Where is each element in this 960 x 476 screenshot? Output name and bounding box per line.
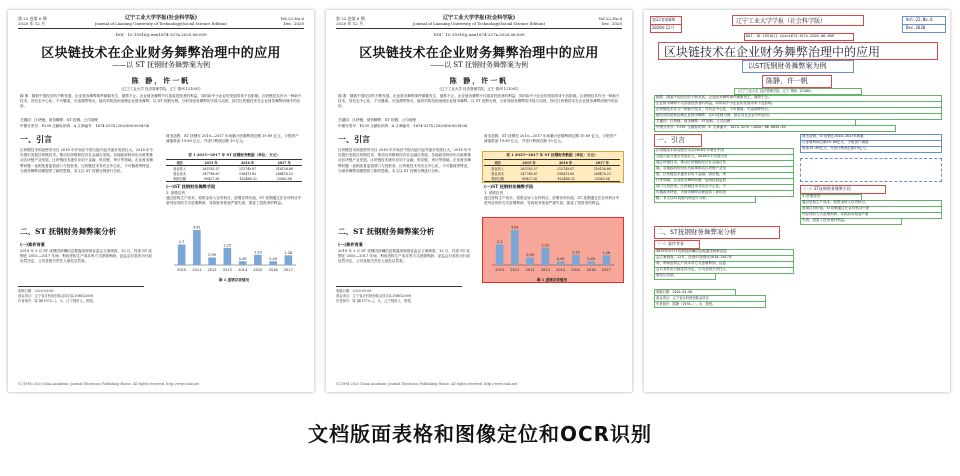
table-header-item: 项目	[166, 160, 193, 166]
chart-tick-label: 2010	[177, 268, 187, 272]
ocr-abstract-line: 能有效防范和治理企业财务舞弊。以ST抚钢为例，探讨其在企业中的应用。	[656, 113, 773, 117]
chart-data-label: 0.49	[269, 256, 278, 261]
ocr-sub-a-line: 虚增存货价值，ST抚钢通过在存货科目中虚	[802, 206, 870, 210]
chart-bar-2010	[178, 244, 186, 265]
ocr-text-doi: DOI：10.15916/j.issn1674-327x.2020.06.009	[746, 34, 834, 38]
table-header-2016: 2016 年	[229, 160, 267, 166]
chart-data-label: 4.61	[510, 225, 519, 230]
header-rule	[18, 28, 304, 29]
chart-bar-2011	[193, 230, 201, 265]
chart-bar-2016	[269, 261, 277, 265]
figure-caption: 图 1 虚增存货情况	[536, 278, 568, 282]
ocr-text-sub-a: （一）ST抚钢财务舞弊手段	[802, 186, 851, 191]
ocr-intro-line: 大陆兴起并逐步发展壮大。2018年中央提出发	[656, 154, 728, 158]
chart-data-label: 0.49	[556, 256, 565, 261]
ocr-intro-line: 计等领域。企业财务舞弊问题一直困扰着监管	[656, 178, 726, 182]
section-heading-analysis: 二、ST 抚钢财务舞弊案分析	[20, 227, 117, 236]
ocr-sub-a-line: 列存货的方式虚增利润，导致财务报表严重	[802, 212, 869, 216]
ocr-sub-b-line: 间，利用虚构生产成本等方式虚增利润，证监	[656, 261, 726, 265]
section-heading-intro: 一、引言	[338, 134, 370, 144]
table-cell: 营业收入	[491, 167, 504, 171]
header-journal-en: Journal of Liaoning University of Technology(Social Science Edition)	[95, 21, 227, 26]
header-date-right: Dec. 2020	[283, 21, 304, 26]
fraud-means-paragraph: 1. 虚增存货 通过虚构生产成本，将资金转入存货科目，虚增存货价值，ST 抚钢通过在存货科目中虚列存货的方式虚增利润，导致财务报表严重失真，损害了投资者的利益。	[166, 191, 302, 206]
ocr-sub-b-line: 会立案调查，12月，经查ST抚钢在2010—2017年	[656, 255, 733, 259]
table-cell: 213749.87	[556, 166, 575, 171]
ocr-text-volume-right: Vol.22,No.6	[906, 17, 933, 22]
table-cell: -162488.32	[238, 176, 257, 181]
ocr-col2-line: 准备19.89亿元，并虚计利润总额19亿元。	[802, 146, 870, 150]
document-page-original	[8, 10, 314, 392]
chart-tick-label: 2013	[222, 268, 232, 272]
chart-tick-label: 2014	[238, 268, 248, 272]
table-cell: 198411.60	[238, 171, 257, 176]
table-row	[484, 176, 620, 181]
chart-data-label: 1.28	[602, 250, 611, 255]
footnote-fund: 基金项目：辽宁省社科规划基金项目(L19BGL009)	[18, 294, 94, 298]
intro-paragraph: 区块链技术和加密货币自 2016 年开始在中国大陆兴起并逐步发展壮大。2018 年中央提出发展区块链技术，推动区块链和经济社会融合发展。各地政府纷纷出台政策推动区块链产业发展，区块链技术逐步应用于金融、供应链、审计等领域。企业财务舞弊问题一直困扰着监管部门与投资者。区块链技术具有去中心化、不可篡改等特征，为财务舞弊治理提供了新的思路。本文以 ST 抚钢为例进行分析。	[338, 148, 472, 173]
table-cell: 198411.60	[556, 171, 575, 176]
table-header-2015: 2015 年	[511, 160, 547, 166]
paper-subtitle: ——以 ST 抚钢财务舞弊案为例	[112, 61, 210, 69]
header-date-right: Dec. 2020	[601, 21, 622, 26]
header-journal-en: Journal of Liaoning University of Technology(Social Science Edition)	[413, 21, 545, 26]
doi: DOI：10.15916/j.issn1674-327x.2020.06.009	[433, 32, 525, 37]
chart-bar-2013	[542, 248, 550, 265]
chart-bar-2012	[526, 257, 534, 265]
table-cell: 营业收入	[173, 167, 186, 171]
case-background-paragraph: 2019 年 3 月 ST 抚钢因涉嫌信息披露违规被证监会立案调查，12 月，经查 ST 抚钢在 2010—2017 年间，利用虚构生产成本等方式虚增利润，证监会对其作出行政处罚决定，公司及相关责任人被处以罚款。	[20, 249, 152, 264]
ocr-intro-line: 路。本文以ST抚钢为例进行分析。	[656, 196, 710, 200]
ocr-text-sub-b: （一）案件背景	[656, 241, 684, 246]
header-journal-cn: 辽宁工业大学学报(社会科学版)	[442, 15, 516, 21]
table-cell: -90427.36	[202, 176, 220, 181]
footnote-received: 收稿日期：2020-03-06	[336, 289, 372, 293]
paper-title: 区块链技术在企业财务舞弊治理中的应用	[41, 46, 281, 61]
copyright-footer: (C)1994-2020 China Academic Journal Electronic Publishing House. All rights reserved. http://www.cnki.net	[336, 382, 518, 386]
ocr-intro-line: 展，区块链技术逐步应用于金融、供应链、审	[656, 172, 726, 176]
chart-tick-label: 2017	[283, 268, 293, 272]
financial-table	[484, 159, 620, 182]
ocr-text-subtitle: 以ST抚钢财务舞弊案为例	[748, 62, 827, 70]
table-cell: 213749.87	[238, 166, 257, 171]
document-page-layout-detection	[326, 10, 632, 392]
footnote-received: 收稿日期：2020-03-06	[18, 289, 54, 293]
chart-bar-2012	[208, 257, 216, 265]
ocr-text-authors: 陈静，许一帆	[766, 77, 808, 85]
fraud-means-paragraph: 1. 虚增存货 通过虚构生产成本，将资金转入存货科目，虚增存货价值，ST 抚钢通过在存货科目中虚列存货的方式虚增利润，导致财务报表严重失真，损害了投资者的利益。	[484, 191, 620, 206]
chart-data-label: 2.25	[541, 243, 550, 248]
footnote-rule	[336, 286, 462, 287]
table-cell: 316138.88	[275, 166, 293, 171]
footnote-bio: 作者简介：陈 静(1970—)，女，辽宁锦州人，教授。	[336, 299, 414, 303]
chart-tick-label: 2015	[253, 268, 263, 272]
footnote-bio: 作者简介：陈 静(1970—)，女，辽宁锦州人，教授。	[18, 299, 96, 303]
chart-bar-2014	[239, 261, 247, 265]
chart-tick-label: 2014	[556, 268, 566, 272]
chart-bar-2010	[496, 244, 504, 265]
case-background-paragraph: 2019 年 3 月 ST 抚钢因涉嫌信息披露违规被证监会立案调查，12 月，经查 ST 抚钢在 2010—2017 年间，利用虚构生产成本等方式虚增利润，证监会对其作出行政处罚决定，公司及相关责任人被处以罚款。	[338, 249, 470, 264]
section-heading-intro: 一、引言	[20, 134, 52, 144]
ocr-sub-a-line: 1.虚增存货	[802, 194, 821, 198]
col2-paragraph: 财务造假，ST 抚钢在 2010—2017 年间累计虚增利润总额 19.89 亿元，少报资产减值准备 19.89 亿元，并虚计利润总额 19 亿元。	[484, 134, 617, 144]
intro-paragraph: 区块链技术和加密货币自 2016 年开始在中国大陆兴起并逐步发展壮大。2018 年中央提出发展区块链技术，推动区块链和经济社会融合发展。各地政府纷纷出台政策推动区块链产业发展，区块链技术逐步应用于金融、供应链、审计等领域。企业财务舞弊问题一直困扰着监管部门与投资者。区块链技术具有去中心化、不可篡改等特征，为财务舞弊治理提供了新的思路。本文以 ST 抚钢为例进行分析。	[20, 148, 154, 173]
table-header-2017: 2017 年	[266, 160, 302, 166]
inventory-bar-chart	[168, 219, 300, 277]
ocr-text-bio: 作者简介：陈静（1970—），女，教授。	[656, 302, 716, 306]
chart-bar-2017	[603, 255, 611, 265]
paper-abstract: 摘 要：随着中国经济的不断发展，企业财务舞弊事件频繁发生，屡禁不止。企业财务舞弊不仅损害投资者的利益，同时给中小企业的发展带来不良影响。区块链技术作为一种新兴技术，具有去中心化、不可篡改、可追溯等特点，能有效防范和治理企业财务舞弊。以 ST 抚钢为例，分析其财务舞弊的手段与动因，探讨区块链技术在企业财务舞弊治理中的应用。	[20, 94, 302, 109]
ocr-text-received: 收稿日期：2020-03-06	[656, 290, 693, 294]
table-cell: 316138.88	[593, 166, 611, 171]
col2-paragraph: 财务造假，ST 抚钢在 2010—2017 年间累计虚增利润总额 19.89 亿元，少报资产减值准备 19.89 亿元，并虚计利润总额 19 亿元。	[166, 134, 299, 144]
ocr-abstract-line: 区块链技术作为一种新兴技术，具有去中心化、不可篡改、可追溯等特点，	[656, 107, 772, 111]
chart-data-label: 2.7	[496, 239, 503, 244]
section-heading-analysis: 二、ST 抚钢财务舞弊案分析	[338, 227, 435, 236]
copyright-footer: (C)1994-2020 China Academic Journal Electronic Publishing House. All rights reserved. http://www.cnki.net	[18, 382, 200, 386]
chart-bar-2014	[557, 261, 565, 265]
chart-data-label: 4.61	[192, 225, 201, 230]
ocr-abstract-line: 摘要：随着中国经济的不断发展，企业财务舞弊事件频繁发生，屡禁不止。	[656, 95, 772, 99]
header-rule	[336, 28, 622, 29]
chart-data-label: 1.33	[571, 250, 580, 255]
ocr-intro-line: 可篡改等特征，为财务舞弊治理提供了新的思	[656, 190, 726, 194]
chart-bar-2011	[511, 230, 519, 265]
table-cell: 247788.67	[520, 171, 538, 176]
chart-bar-2013	[224, 248, 232, 265]
chart-data-label: 0.99	[208, 252, 217, 257]
ocr-sub-b-line: 会对其作出行政处罚决定，公司及相关责任人	[656, 267, 726, 271]
financial-table	[166, 159, 302, 182]
table-cell: 25063.54	[594, 176, 610, 181]
ocr-text-date-right: Dec.2020	[906, 25, 926, 30]
table-header-2015: 2015 年	[193, 160, 229, 166]
table-row	[166, 176, 302, 181]
chart-tick-label: 2016	[586, 268, 596, 272]
footnote-rule	[18, 286, 144, 287]
table-cell: 268476.23	[275, 171, 293, 176]
ocr-text-section2: 二、ST抚钢财务舞弊案分析	[657, 228, 737, 236]
paper-affiliation: (辽宁工业大学 经济管理学院，辽宁 锦州 121001)	[439, 87, 519, 91]
ocr-text-vol: 第22卷第6期	[652, 17, 676, 22]
subsection-case-background: (一)案件背景	[20, 242, 45, 247]
subsection-fraud-means: (一)ST 抚钢财务舞弊手段	[166, 184, 216, 189]
figure-caption: 图 1 虚增存货情况	[218, 278, 250, 282]
chart-bar-2015	[572, 255, 580, 265]
chart-data-label: 0.49	[238, 256, 247, 261]
header-volume-left: 第 22 卷第 6 期	[336, 16, 365, 21]
chart-data-label: 2.25	[223, 243, 232, 248]
table-cell: 268476.23	[593, 171, 611, 176]
table-cell: 营业成本	[491, 172, 504, 176]
table-cell: 利润总额	[491, 177, 504, 181]
table-caption: 表 1 2015—2017 年 ST 抚钢财务数据（单位：万元）	[506, 153, 598, 157]
ocr-sub-a-line: 失真，损害了投资者的利益。	[802, 218, 848, 222]
chart-tick-label: 2011	[192, 268, 202, 272]
subsection-case-background: (一)案件背景	[338, 242, 363, 247]
chart-bar-2017	[285, 255, 293, 265]
chart-data-label: 0.49	[587, 256, 596, 261]
table-header-2017: 2017 年	[584, 160, 620, 166]
ocr-table-region	[800, 158, 942, 182]
paper-class-no: 中图分类号：F239 文献标识码：A 文章编号：1674-327X (2020)06-0034-04	[20, 124, 149, 128]
chart-data-label: 1.33	[253, 250, 262, 255]
ocr-text-journal: 辽宁工业大学学报（社会科学版）	[736, 18, 827, 25]
header-volume-left: 第 22 卷第 6 期	[18, 16, 47, 21]
header-volume-right: Vol.22,No.6	[280, 16, 304, 21]
chart-tick-label: 2012	[525, 268, 535, 272]
ocr-abstract-line: 企业财务舞弊不仅损害投资者的利益，同时给中小企业的发展带来不良影响。	[656, 101, 775, 105]
chart-tick-label: 2015	[571, 268, 581, 272]
paper-title: 区块链技术在企业财务舞弊治理中的应用	[359, 46, 599, 61]
inventory-bar-chart	[486, 219, 618, 277]
table-cell: -162488.32	[556, 176, 575, 181]
ocr-col2-line: 计虚增利润总额19.89亿元，少报资产减值	[802, 140, 869, 144]
figure-caption-main: 文档版面表格和图像定位和OCR识别	[307, 422, 653, 446]
chart-data-label: 0.99	[526, 252, 535, 257]
table-cell: 247788.67	[202, 171, 220, 176]
ocr-text-fund: 基金项目：辽宁省社科规划基金项目	[656, 296, 709, 300]
ocr-sub-b-line: 2019年3月ST抚钢因涉嫌信息披露违规被证监	[656, 249, 727, 253]
chart-data-label: 1.28	[284, 250, 293, 255]
table-caption: 表 1 2015—2017 年 ST 抚钢财务数据（单位：万元）	[188, 153, 280, 157]
table-cell: 营业成本	[173, 172, 186, 176]
ocr-text-year: 2020年12月	[652, 25, 675, 30]
chart-bar-2015	[254, 255, 262, 265]
chart-tick-label: 2012	[207, 268, 217, 272]
paper-authors: 陈 静，许一帆	[449, 76, 509, 85]
chart-tick-label: 2010	[495, 268, 505, 272]
paper-authors: 陈 静，许一帆	[131, 76, 191, 85]
chart-tick-label: 2017	[601, 268, 611, 272]
header-year-left: 2020 年 12 月	[18, 21, 46, 26]
footnote-fund: 基金项目：辽宁省社科规划基金项目(L19BGL009)	[336, 294, 412, 298]
chart-tick-label: 2016	[268, 268, 278, 272]
doi: DOI：10.15916/j.issn1674-327x.2020.06.009	[115, 32, 207, 37]
paper-affiliation: (辽宁工业大学 经济管理学院，辽宁 锦州 121001)	[121, 87, 201, 91]
ocr-text-title: 区块链技术在企业财务舞弊治理中的应用	[664, 45, 881, 59]
chart-bar-2016	[587, 261, 595, 265]
ocr-sub-a-line: 通过虚构生产成本，将资金转入存货科目，	[802, 200, 869, 204]
header-volume-right: Vol.22,No.6	[598, 16, 622, 21]
ocr-intro-line: 区块链技术和加密货币自2016年开始在中国	[656, 148, 724, 152]
paper-keywords: 关键词：区块链；财务舞弊；ST 抚钢；公司治理	[338, 118, 416, 122]
ocr-text-keywords: 关键词：区块链；财务舞弊；ST抚钢；公司治理	[656, 119, 731, 123]
table-header-item: 项目	[484, 160, 511, 166]
ocr-text-class-no: 中图分类号：F239 文献标识码：A 文章编号：1674-327X（2020）06-0034-04	[656, 125, 786, 129]
paper-subtitle: ——以 ST 抚钢财务舞弊案为例	[430, 61, 528, 69]
ocr-intro-line: 部门与投资者。区块链技术具有去中心化、不	[656, 184, 726, 188]
subsection-fraud-means: (一)ST 抚钢财务舞弊手段	[484, 184, 534, 189]
chart-data-label: 2.7	[178, 239, 185, 244]
document-page-ocr-result	[644, 10, 950, 392]
chart-tick-label: 2011	[510, 268, 520, 272]
table-cell: 265783.57	[520, 166, 538, 171]
header-journal-cn: 辽宁工业大学学报(社会科学版)	[124, 15, 198, 21]
table-cell: 25063.54	[276, 176, 292, 181]
ocr-intro-line: 展区块链技术，推动区块链和经济社会融合发	[656, 160, 726, 164]
ocr-intro-line: 展。各地政府纷纷出台政策推动区块链产业发	[656, 166, 726, 170]
ocr-sub-b-line: 被处以罚款。	[656, 273, 677, 277]
ocr-text-affiliation: （辽宁工业大学 经济管理学院，辽宁 锦州 121001）	[736, 89, 814, 93]
paper-keywords: 关键词：区块链；财务舞弊；ST 抚钢；公司治理	[20, 118, 98, 122]
paper-abstract: 摘 要：随着中国经济的不断发展，企业财务舞弊事件频繁发生，屡禁不止。企业财务舞弊不仅损害投资者的利益，同时给中小企业的发展带来不良影响。区块链技术作为一种新兴技术，具有去中心化、不可篡改、可追溯等特点，能有效防范和治理企业财务舞弊。以 ST 抚钢为例，分析其财务舞弊的手段与动因，探讨区块链技术在企业财务舞弊治理中的应用。	[338, 94, 620, 109]
table-header-2016: 2016 年	[547, 160, 585, 166]
paper-class-no: 中图分类号：F239 文献标识码：A 文章编号：1674-327X (2020)06-0034-04	[338, 124, 467, 128]
header-year-left: 2020 年 12 月	[336, 21, 364, 26]
table-cell: -90427.36	[520, 176, 538, 181]
chart-tick-label: 2013	[540, 268, 550, 272]
table-cell: 265783.57	[202, 166, 220, 171]
ocr-col2-line: 财务造假，ST抚钢在2010—2017年间累	[802, 134, 864, 138]
ocr-text-section1: 一、引言	[657, 136, 685, 144]
table-cell: 利润总额	[173, 177, 186, 181]
